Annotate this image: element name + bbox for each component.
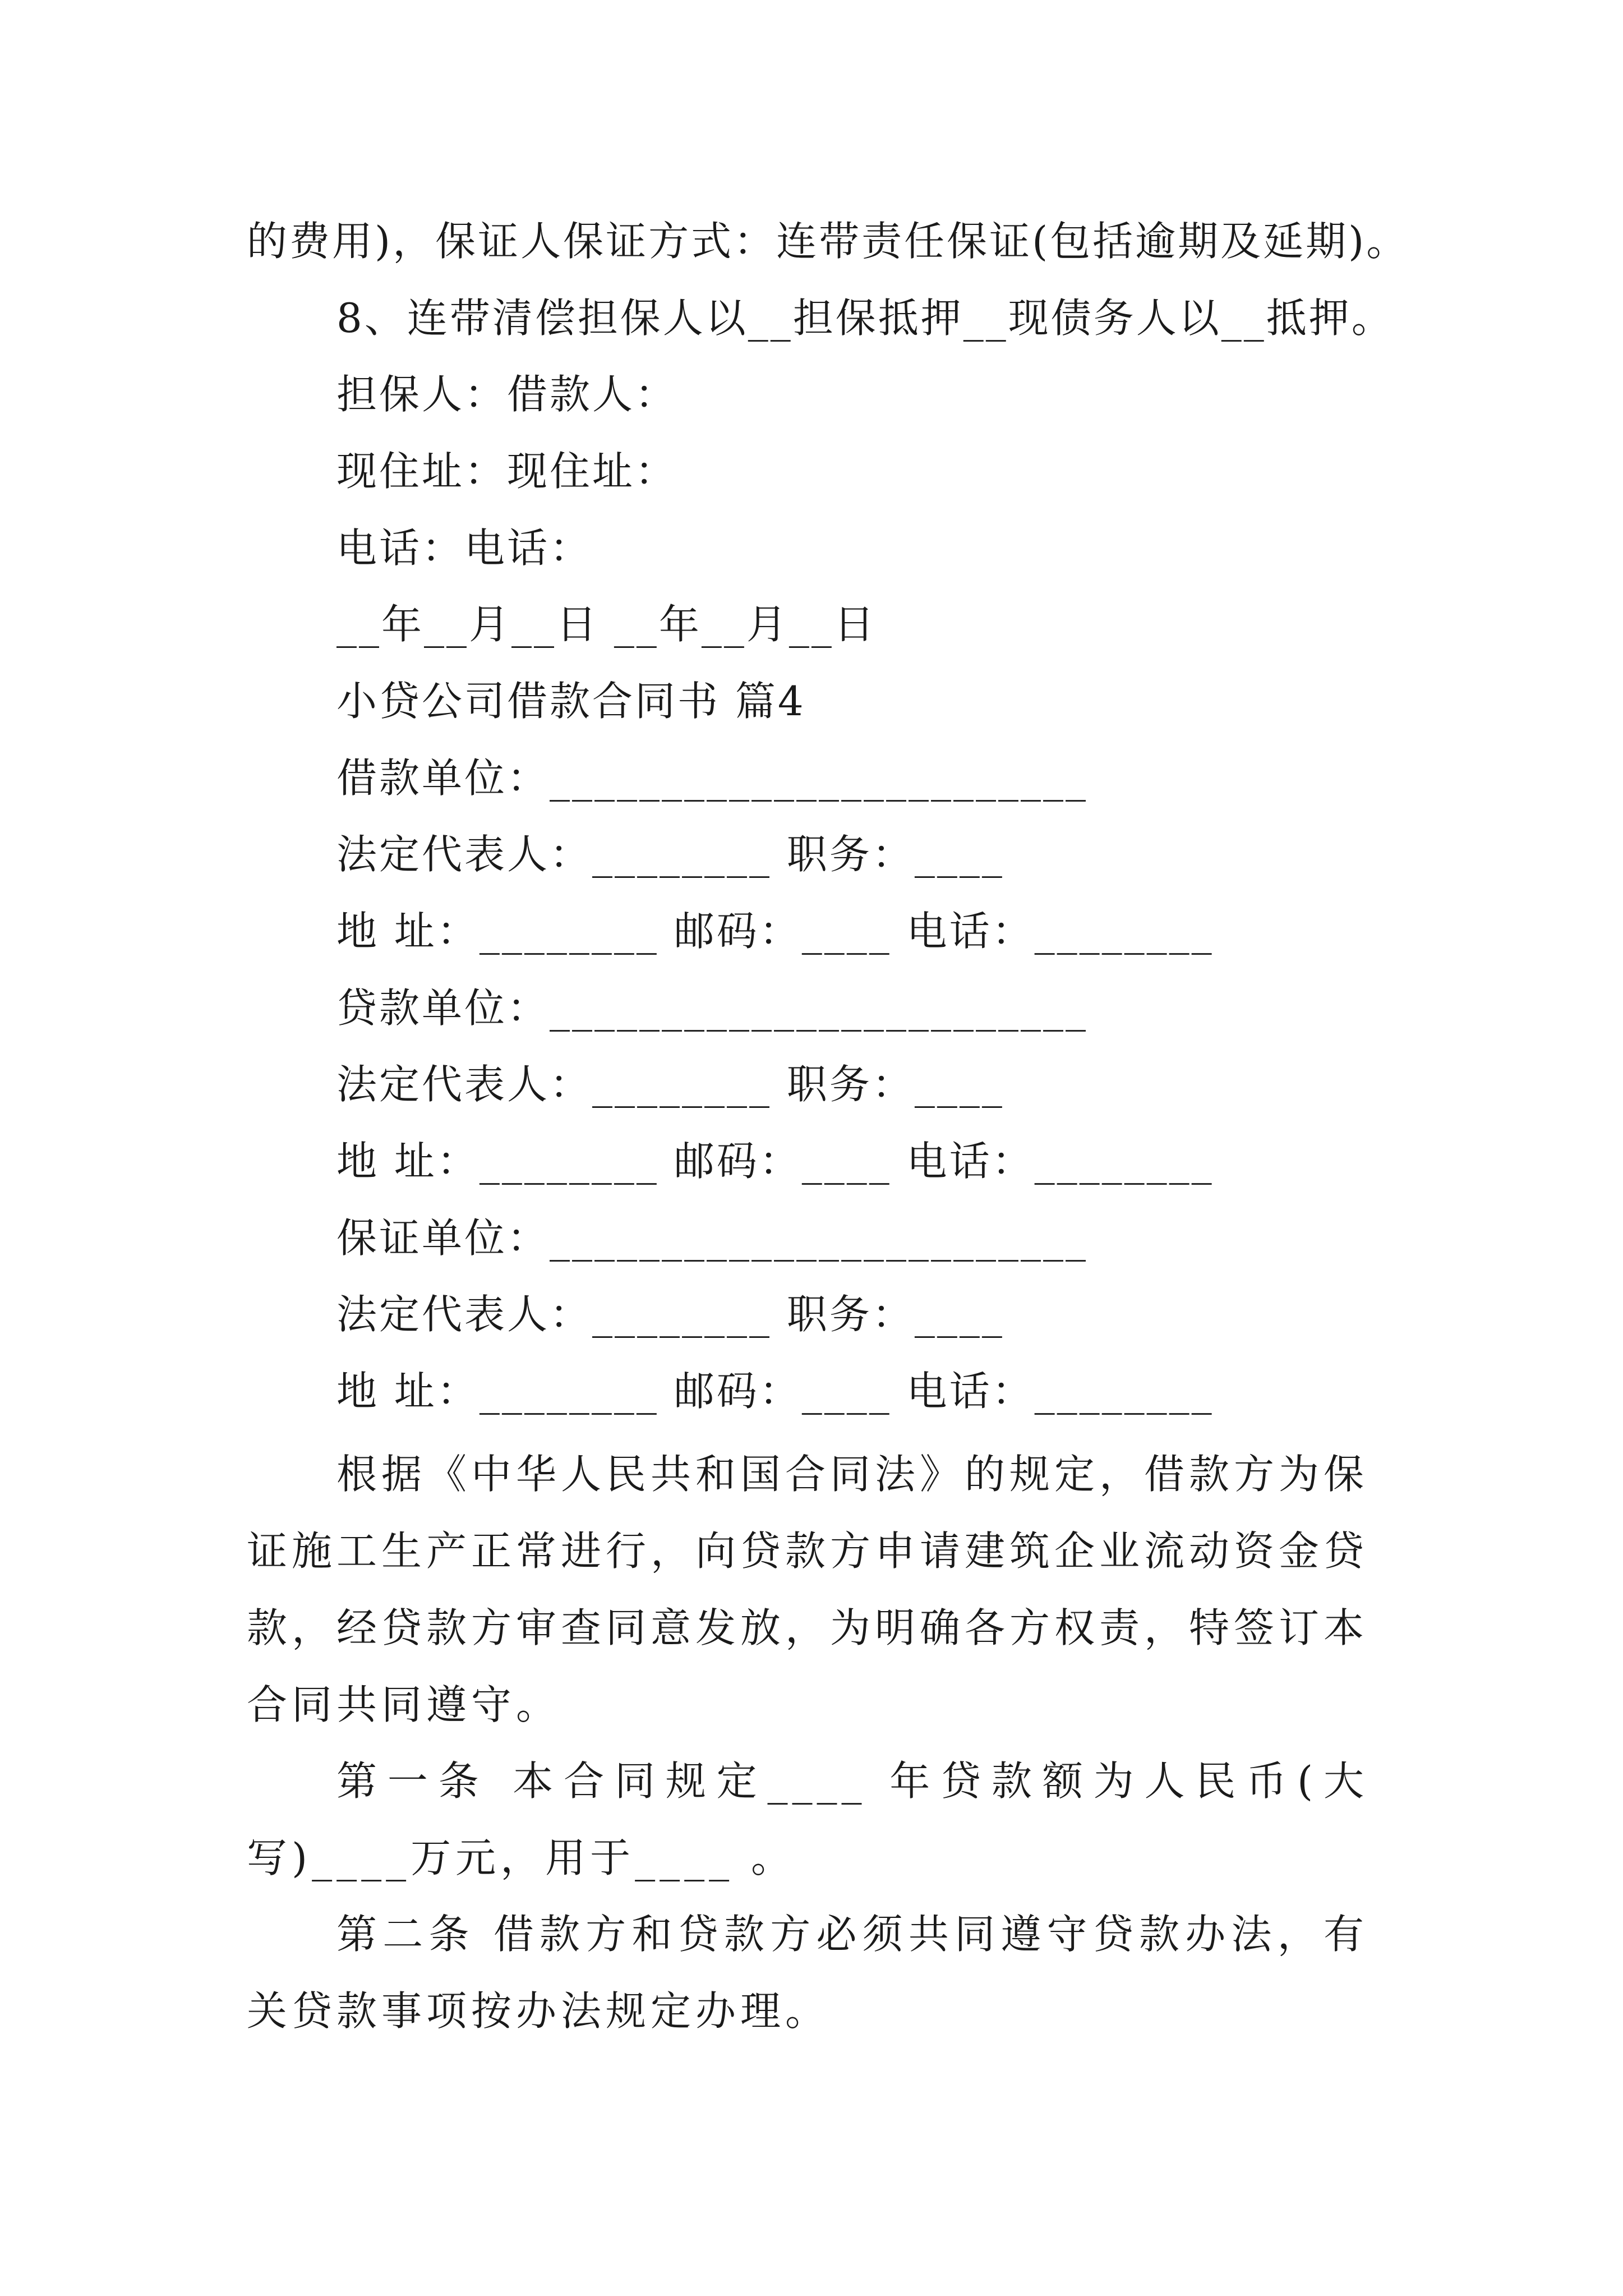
guarantor-borrower-label: 担保人：借款人： xyxy=(336,371,678,418)
borrower-address-field: 地 址：________ 邮码：____ 电话：________ xyxy=(336,908,1214,955)
lender-unit-field: 贷款单位：________________________ xyxy=(336,984,1089,1032)
clause-8: 8、连带清偿担保人以__担保抵押__现债务人以__抵押。 xyxy=(336,295,1394,342)
borrower-legal-rep-field: 法定代表人：________ 职务：____ xyxy=(336,831,1004,878)
date-line: __年__月__日 __年__月__日 xyxy=(336,601,877,648)
article-2-paragraph: 第二条 借款方和贷款方必须共同遵守贷款办法，有关贷款事项按办法规定办理。 xyxy=(247,1911,1368,2035)
phone-label: 电话：电话： xyxy=(336,524,593,572)
lender-legal-rep-field: 法定代表人：________ 职务：____ xyxy=(336,1061,1004,1108)
address-label: 现住址：现住址： xyxy=(336,448,678,495)
guarantor-unit-field: 保证单位：________________________ xyxy=(336,1214,1089,1262)
text-line: 的费用)，保证人保证方式：连带责任保证(包括逾期及延期)。 xyxy=(247,218,1409,265)
article-1-paragraph: 第一条 本合同规定____ 年贷款额为人民币(大写)____万元，用于____ 。 xyxy=(247,1757,1368,1881)
lender-address-field: 地 址：________ 邮码：____ 电话：________ xyxy=(336,1138,1214,1185)
preamble-paragraph: 根据《中华人民共和国合同法》的规定，借款方为保证施工生产正常进行，向贷款方申请建筑企业流动资金贷款，经贷款方审查同意发放，为明确各方权责，特签订本合同共同遵守。 xyxy=(247,1451,1369,1728)
section-title: 小贷公司借款合同书 篇4 xyxy=(336,678,806,725)
guarantor-legal-rep-field: 法定代表人：________ 职务：____ xyxy=(336,1291,1004,1338)
guarantor-address-field: 地 址：________ 邮码：____ 电话：________ xyxy=(336,1368,1214,1415)
borrower-unit-field: 借款单位：________________________ xyxy=(336,754,1089,802)
